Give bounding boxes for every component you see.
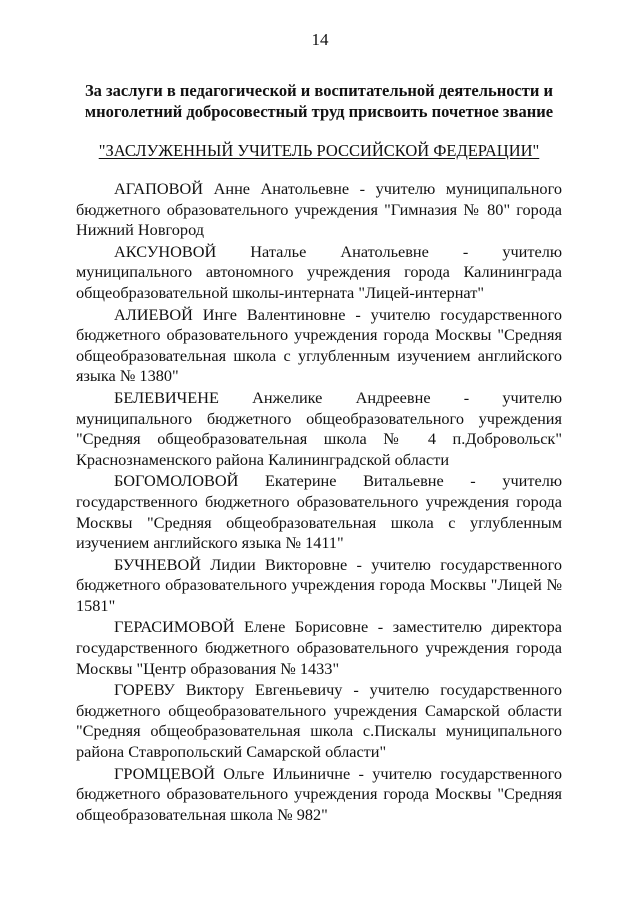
awardee-entry: БЕЛЕВИЧЕНЕ Анжелике Андреевне - учителю муниципального бюджетного общеобразовательного учреждения "Средняя общеобразовательная школа № 4 п.Добровольск" Краснознаменского района Калининградской области — [76, 387, 562, 469]
awardee-list — [76, 179, 562, 826]
awardee-entry: БОГОМОЛОВОЙ Екатерине Витальевне - учителю государственного бюджетного образовательного учреждения города Москвы "Средняя общеобразовательная школа с углубленным изучением английского языка № 1411" — [76, 471, 562, 553]
honorary-title: "ЗАСЛУЖЕННЫЙ УЧИТЕЛЬ РОССИЙСКОЙ ФЕДЕРАЦИИ" — [98, 141, 540, 160]
awardee-entry: ГЕРАСИМОВОЙ Елене Борисовне - заместителю директора государственного бюджетного образовательного учреждения города Москвы "Центр образования № 1433" — [76, 617, 562, 678]
awardee-entry: АГАПОВОЙ Анне Анатольевне - учителю муниципального бюджетного образовательного учреждения "Гимназия № 80" города Нижний Новгород — [76, 179, 562, 240]
awardee-entry: АЛИЕВОЙ Инге Валентиновне - учителю государственного бюджетного образовательного учреждения города Москвы "Средняя общеобразовательная школа с углубленным изучением английского языка № 1380" — [76, 304, 562, 386]
decree-heading: За заслуги в педагогической и воспитательной деятельности и многолетний добросовестный труд присвоить почетное звание — [84, 81, 554, 121]
awardee-entry: БУЧНЕВОЙ Лидии Викторовне - учителю государственного бюджетного образовательного учреждения города Москвы "Лицей № 1581" — [76, 554, 562, 615]
awardee-entry: ГРОМЦЕВОЙ Ольге Ильиничне - учителю государственного бюджетного образовательного учреждения города Москвы "Средняя общеобразовательная школа № 982" — [76, 763, 562, 824]
awardee-entry: АКСУНОВОЙ Наталье Анатольевне - учителю муниципального автономного учреждения города Калининграда общеобразовательной школы-интерната "Лицей-интернат" — [76, 241, 562, 302]
awardee-entry: ГОРЕВУ Виктору Евгеньевичу - учителю государственного бюджетного общеобразовательного учреждения Самарской области "Средняя общеобразовательная школа с.Пискалы муниципального района Ставропольский Самарской области" — [76, 680, 562, 762]
page-number: 14 — [311, 30, 329, 49]
